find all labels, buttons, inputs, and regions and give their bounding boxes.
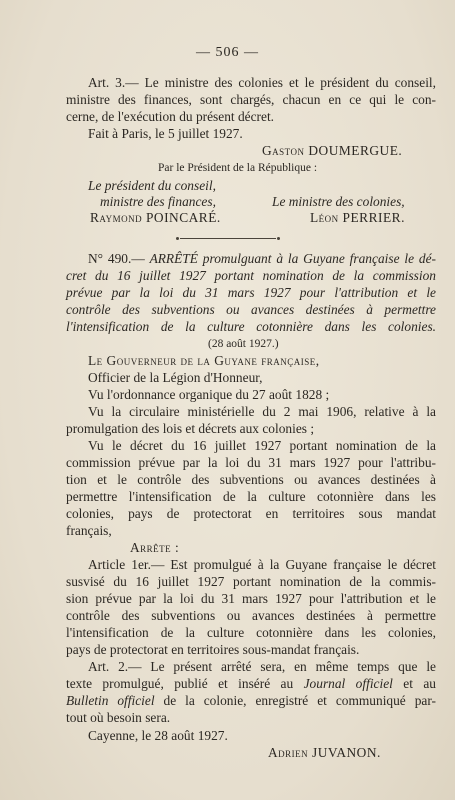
arrete-number: N° 490.—: [88, 251, 150, 266]
article2-line-4: tout où besoin sera.: [66, 710, 171, 725]
arrete-title-line-1: [88, 250, 436, 267]
article2-line-2: [66, 675, 436, 692]
vu-decret-1: Vu le décret du 16 juillet 1927 portant nomination de la: [88, 438, 436, 453]
vu-circulaire-2: promulgation des lois et décrets aux colonies ;: [66, 421, 315, 436]
signature-poincare: Raymond POINCARÉ.: [90, 210, 221, 225]
article2-line-1: Art. 2.— Le présent arrêté sera, en même temps que le: [88, 659, 436, 674]
arrete-title-1: ARRÊTÉ promulguant à la Guyane française le dé-: [149, 251, 436, 266]
left-signer-title-1: Le président du conseil,: [88, 178, 216, 193]
section-divider: [180, 238, 276, 239]
art3-line-3: cerne, de l'exécution du présent décret.: [66, 109, 275, 124]
par-le-president: Par le Président de la République :: [158, 162, 318, 174]
arrete-keyword: Arrête :: [130, 540, 180, 555]
gouverneur-line-2: Officier de la Légion d'Honneur,: [88, 370, 263, 385]
vu-decret-2: commission prévue par la loi du 31 mars 1927 pour l'attribu-: [66, 455, 436, 470]
vu-decret-6: français,: [66, 523, 112, 538]
vu-ordonnance: Vu l'ordonnance organique du 27 août 1828 ;: [88, 387, 330, 402]
art3-line-2: ministre des finances, sont chargés, chacun en ce qui le con-: [66, 92, 436, 107]
page-number: — 506 —: [196, 45, 259, 60]
article1-line-5: l'intensification de la culture cotonnière dans les colonies,: [66, 625, 436, 640]
article1-line-4: contrôle des subventions ou avances destinées à permettre: [66, 608, 436, 623]
right-signer-title: Le ministre des colonies,: [272, 194, 405, 209]
article2-text-a: texte promulgué, publié et inséré au: [66, 676, 304, 691]
vu-decret-4: permettre l'intensification de la culture cotonnière dans les: [66, 489, 436, 504]
signature-perrier: Léon PERRIER.: [310, 210, 405, 225]
vu-decret-5: colonies, pays de protectorat en territoires sous mandat: [66, 506, 436, 521]
arrete-title-line-2: cret du 16 juillet 1927 portant nomination de la commission: [66, 268, 436, 283]
article2-text-d: de la colonie, enregistré et communiqué par-: [154, 693, 436, 708]
arrete-title-line-3: prévue par la loi du 31 mars 1927 pour l'attribution et le: [66, 285, 436, 300]
article1-line-6: pays de protectorat en territoires sous-mandat français.: [66, 642, 360, 657]
article1-line-3: sion prévue par la loi du 31 mars 1927 pour l'attribution et le: [66, 591, 436, 606]
vu-circulaire-1: Vu la circulaire ministérielle du 2 mai 1906, relative à la: [88, 404, 436, 419]
arrete-title-line-4: contrôle des subventions ou avances destinées à permettre: [66, 302, 436, 317]
vu-decret-3: tion et le contrôle des subventions ou avances destinées à: [66, 472, 436, 487]
fait-a-paris: Fait à Paris, le 5 juillet 1927.: [88, 126, 243, 141]
arrete-title-line-5: l'intensification de la culture cotonnière dans les colonies.: [66, 319, 436, 334]
article2-line-3: [66, 692, 436, 709]
article1-line-1: Article 1er.— Est promulgué à la Guyane française le décret: [88, 557, 436, 572]
left-signer-title-2: ministre des finances,: [100, 194, 216, 209]
journal-officiel: Journal officiel: [303, 676, 393, 691]
signature-doumergue: Gaston DOUMERGUE.: [262, 143, 403, 158]
article2-text-c: et au: [392, 676, 437, 691]
art3-line-1: Art. 3.— Le ministre des colonies et le président du conseil,: [88, 75, 436, 90]
signature-juvanon: Adrien JUVANON.: [268, 745, 381, 760]
article1-line-2: susvisé du 16 juillet 1927 portant nomination de la commis-: [66, 574, 436, 589]
gouverneur-line-1: Le Gouverneur de la Guyane française,: [88, 353, 320, 368]
place-date: Cayenne, le 28 août 1927.: [88, 728, 228, 743]
bulletin-officiel: Bulletin officiel: [66, 693, 155, 708]
arrete-date: (28 août 1927.): [208, 338, 279, 350]
